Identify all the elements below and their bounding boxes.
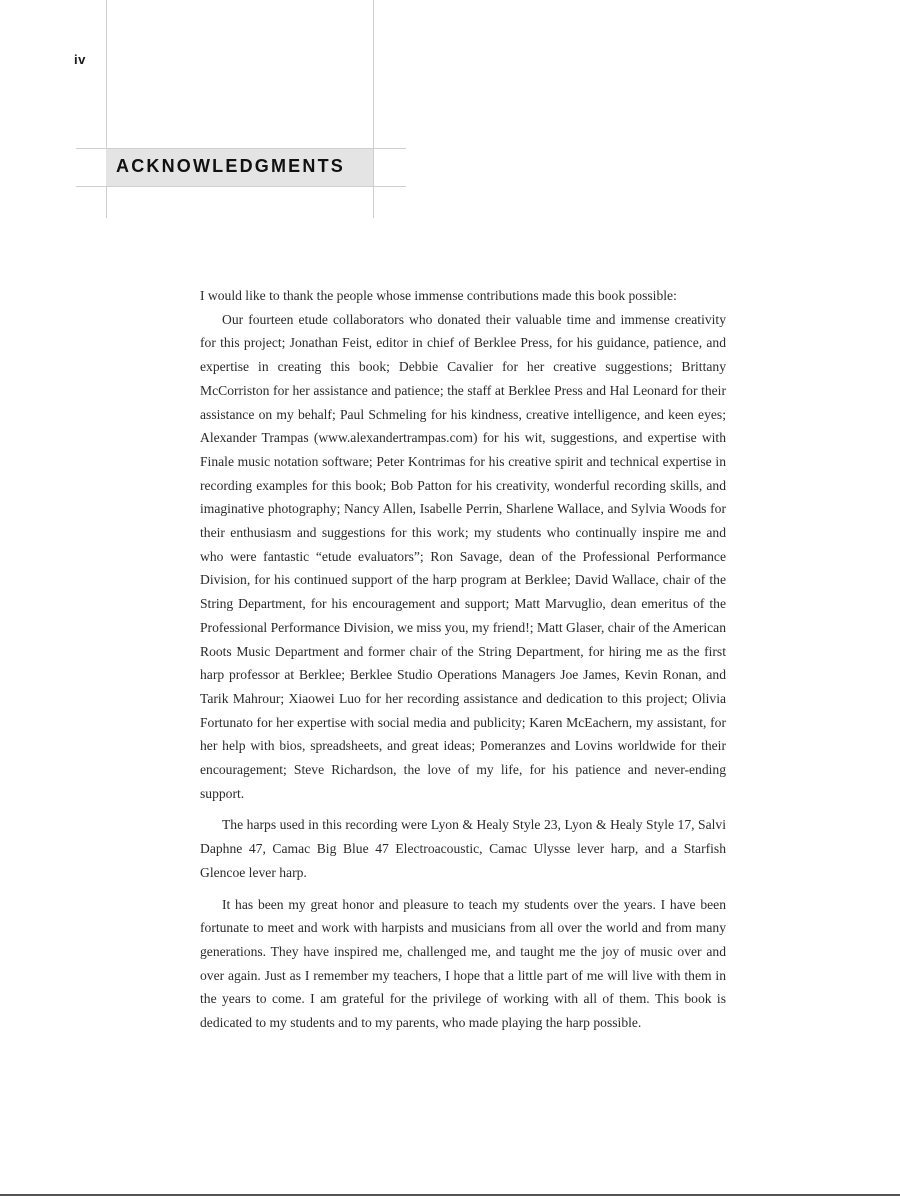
crop-guide-bottom <box>76 186 406 187</box>
paragraph-intro: I would like to thank the people whose immense contributions made this book possible: <box>200 288 677 303</box>
paragraph-thanks: Our fourteen etude collaborators who donated their valuable time and immense creativity for this project; Jonathan Feist, editor in chief of Berklee Press, for his guidance, patience, and expertise in creating this book; Debbie Cavalier for her creative suggestions; Brittany McCorriston for her assistance and patience; the staff at Berklee Press and Hal Leonard for their assistance on my behalf; Paul Schmeling for his kindness, creative intelligence, and keen eyes; Alexander Trampas (www.alexandertrampas.com) for his wit, suggestions, and expertise with Finale music notation software; Peter Kontrimas for his creative spirit and technical expertise in recording examples for this book; Bob Patton for his creativity, wonderful recording skills, and imaginative photography; Nancy Allen, Isabelle Perrin, Sharlene Wallace, and Sylvia Woods for their enthusiasm and suggestions for this work; my students who continually inspire me and who were fantastic “etude evaluators”; Ron Savage, dean of the Professional Performance Division, for his continued support of the harp program at Berklee; David Wallace, chair of the String Department, for his encouragement and support; Matt Marvuglio, dean emeritus of the Professional Performance Division, we miss you, my friend!; Matt Glaser, chair of the American Roots Music Department and former chair of the String Department, for hiring me as the first harp professor at Berklee; Berklee Studio Operations Managers Joe James, Kevin Ronan, and Tarik Mahrour; Xiaowei Luo for her recording assistance and dedication to this project; Olivia Fortunato for her expertise with social media and publicity; Karen McEachern, my assistant, for her help with bios, spreadsheets, and great ideas; Pomeranzes and Lovins worldwide for their encouragement; Steve Richardson, the love of my life, for his patience and never-ending support. <box>200 311 726 801</box>
section-title: ACKNOWLEDGMENTS <box>116 156 345 176</box>
bottom-rule <box>0 1194 900 1196</box>
paragraph-dedication: It has been my great honor and pleasure to teach my students over the years. I have been fortunate to meet and work with harpists and musicians from all over the world and from many generations. They have inspired me, challenged me, and taught me the joy of music over and over again. Just as I remember my teachers, I hope that a little part of me will live with them in the years to come. I am grateful for the privilege of working with all of them. This book is dedicated to my students and to my parents, who made playing the harp possible. <box>200 896 726 1031</box>
body-text <box>200 284 726 1043</box>
page-number: iv <box>74 52 86 67</box>
paragraph-harps: The harps used in this recording were Lyon & Healy Style 23, Lyon & Healy Style 17, Salvi Daphne 47, Camac Big Blue 47 Electroacoustic, Camac Ulysse lever harp, and a Starfish Glencoe lever harp. <box>200 817 726 880</box>
